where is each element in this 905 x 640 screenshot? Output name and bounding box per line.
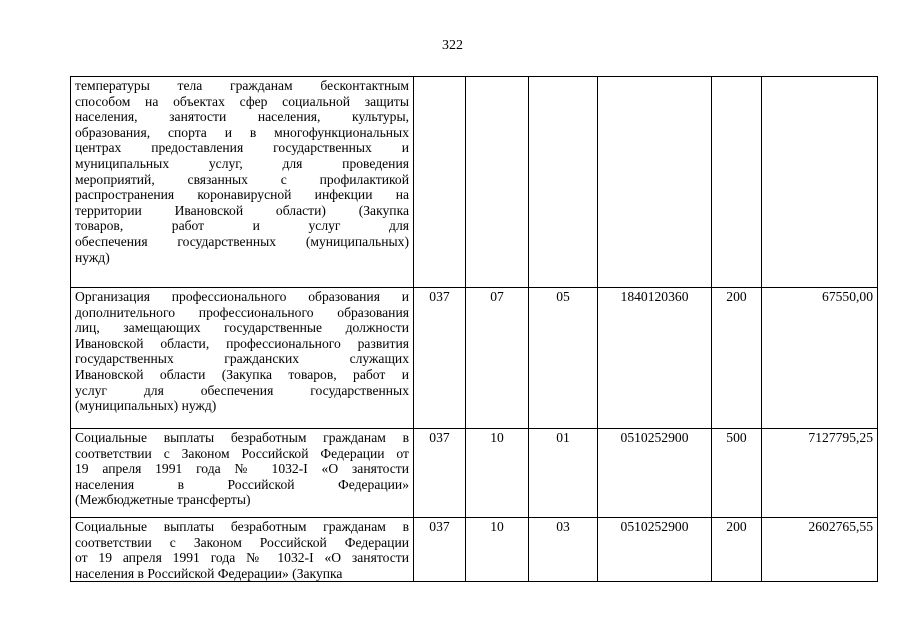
description-line: Ивановской области, профессионального развития [75,335,409,351]
target-item-code-cell: 0510252900 [598,518,712,582]
subsection-code-cell: 01 [529,429,598,518]
amount-cell: 67550,00 [762,288,878,429]
section-code-cell [466,77,529,288]
description-cell [71,77,414,288]
expense-type-code-cell [712,77,762,288]
description-cell [71,518,414,582]
amount-cell: 2602765,55 [762,518,878,582]
description-cell [71,288,414,429]
description-line: Ивановской области (Закупка товаров, работ и [75,366,409,382]
description-line: муниципальных услуг, для проведения [75,155,409,171]
description-line: дополнительного профессионального образования [75,304,409,320]
section-code-cell: 07 [466,288,529,429]
target-item-code-cell: 1840120360 [598,288,712,429]
table-row [71,429,878,518]
ministry-code-cell [414,77,466,288]
section-code-cell: 10 [466,518,529,582]
subsection-code-cell [529,77,598,288]
description-line: населения в Российской Федерации» [75,476,409,492]
description-line: 19 апреля 1991 года № 1032-I «О занятости [75,461,409,477]
description-line: территории Ивановской области) (Закупка [75,202,409,218]
section-code-cell: 10 [466,429,529,518]
description-line: населения, занятости населения, культуры, [75,109,409,125]
table-row [71,77,878,288]
description-line: товаров, работ и услуг для [75,218,409,234]
description-line: услуг для обеспечения государственных [75,382,409,398]
target-item-code-cell [598,77,712,288]
description-line: центрах предоставления государственных и [75,140,409,156]
description-line: соответствии с Законом Российской Федерации от [75,445,409,461]
description-line: лиц, замещающих государственные должности [75,320,409,336]
page-number: 322 [442,38,463,53]
description-line: способом на объектах сфер социальной защиты [75,93,409,109]
description-line: образования, спорта и в многофункциональных [75,124,409,140]
table-row [71,518,878,582]
description-line: нужд) [75,249,110,265]
description-line: Организация профессионального образования и [75,289,409,304]
description-line: государственных гражданских служащих [75,351,409,367]
description-line: Социальные выплаты безработным гражданам в [75,519,409,534]
description-line: соответствии с Законом Российской Федерации [75,534,409,550]
budget-table [70,76,878,582]
description-line: распространения коронавирусной инфекции на [75,187,409,203]
description-line: мероприятий, связанных с профилактикой [75,171,409,187]
expense-type-code-cell: 200 [712,518,762,582]
amount-cell: 7127795,25 [762,429,878,518]
amount-cell [762,77,878,288]
ministry-code-cell: 037 [414,288,466,429]
target-item-code-cell: 0510252900 [598,429,712,518]
description-cell [71,429,414,518]
description-line: температуры тела гражданам бесконтактным [75,78,409,93]
description-line: (Межбюджетные трансферты) [75,492,251,508]
description-line: обеспечения государственных (муниципальных) [75,233,409,249]
subsection-code-cell: 03 [529,518,598,582]
ministry-code-cell: 037 [414,429,466,518]
description-line: Социальные выплаты безработным гражданам в [75,430,409,445]
ministry-code-cell: 037 [414,518,466,582]
description-line: (муниципальных) нужд) [75,398,217,414]
expense-type-code-cell: 200 [712,288,762,429]
description-line: населения в Российской Федерации» (Закупка [75,565,343,581]
expense-type-code-cell: 500 [712,429,762,518]
subsection-code-cell: 05 [529,288,598,429]
description-line: от 19 апреля 1991 года № 1032-I «О занятости [75,550,409,566]
table-row [71,288,878,429]
